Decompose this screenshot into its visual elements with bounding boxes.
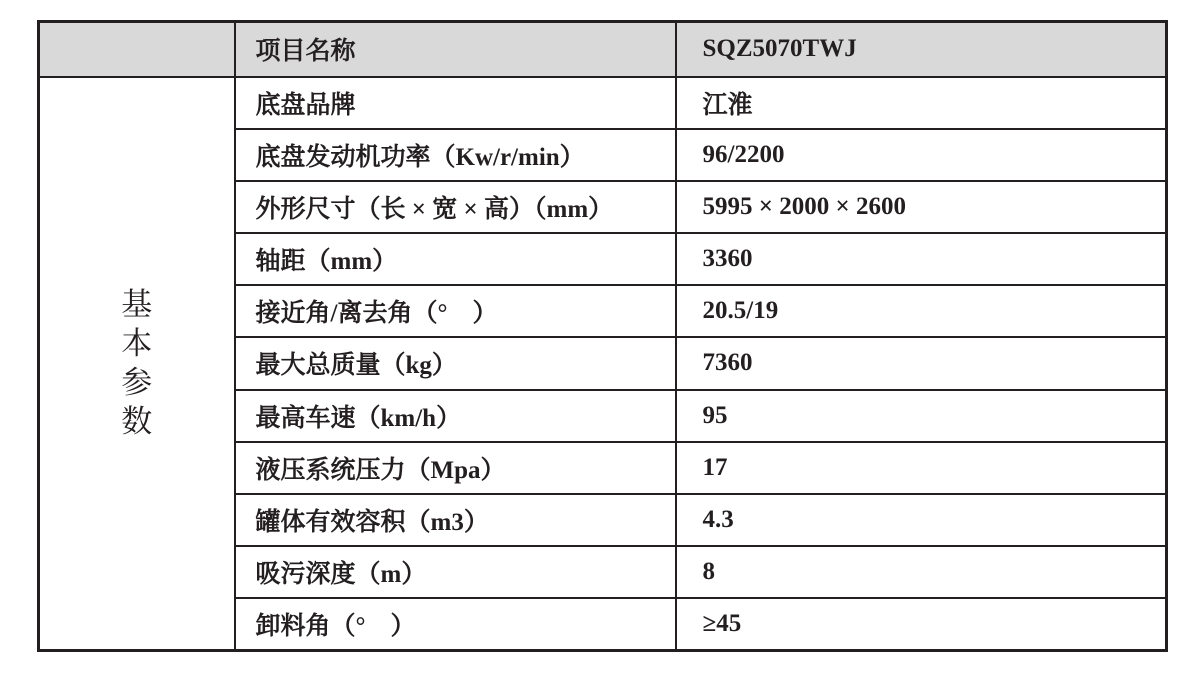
group-label-vertical-text: 基本参数 bbox=[121, 287, 153, 440]
group-label-cell bbox=[39, 77, 235, 651]
header-row bbox=[39, 22, 1167, 77]
row-label: 卸料角（° ） bbox=[235, 598, 676, 650]
spec-table bbox=[37, 20, 1168, 652]
row-value: 7360 bbox=[676, 337, 1167, 389]
row-label: 罐体有效容积（m3） bbox=[235, 494, 676, 546]
row-value: ≥45 bbox=[676, 598, 1167, 650]
row-value: 3360 bbox=[676, 233, 1167, 285]
row-value: 江淮 bbox=[676, 77, 1167, 129]
row-label: 液压系统压力（Mpa） bbox=[235, 442, 676, 494]
row-label: 外形尺寸（长 × 宽 × 高）（mm） bbox=[235, 181, 676, 233]
row-label: 底盘品牌 bbox=[235, 77, 676, 129]
header-model-name: SQZ5070TWJ bbox=[676, 22, 1167, 77]
row-label: 最高车速（km/h） bbox=[235, 390, 676, 442]
row-value: 4.3 bbox=[676, 494, 1167, 546]
spec-table-header bbox=[39, 22, 1167, 77]
row-value: 8 bbox=[676, 546, 1167, 598]
table-row bbox=[39, 77, 1167, 129]
row-value: 5995 × 2000 × 2600 bbox=[676, 181, 1167, 233]
row-value: 95 bbox=[676, 390, 1167, 442]
spec-table-body bbox=[39, 77, 1167, 651]
row-value: 20.5/19 bbox=[676, 285, 1167, 337]
row-label: 接近角/离去角（° ） bbox=[235, 285, 676, 337]
row-value: 96/2200 bbox=[676, 129, 1167, 181]
row-value: 17 bbox=[676, 442, 1167, 494]
row-label: 吸污深度（m） bbox=[235, 546, 676, 598]
header-corner-cell bbox=[39, 22, 235, 77]
row-label: 底盘发动机功率（Kw/r/min） bbox=[235, 129, 676, 181]
header-item-name: 项目名称 bbox=[235, 22, 676, 77]
row-label: 轴距（mm） bbox=[235, 233, 676, 285]
row-label: 最大总质量（kg） bbox=[235, 337, 676, 389]
